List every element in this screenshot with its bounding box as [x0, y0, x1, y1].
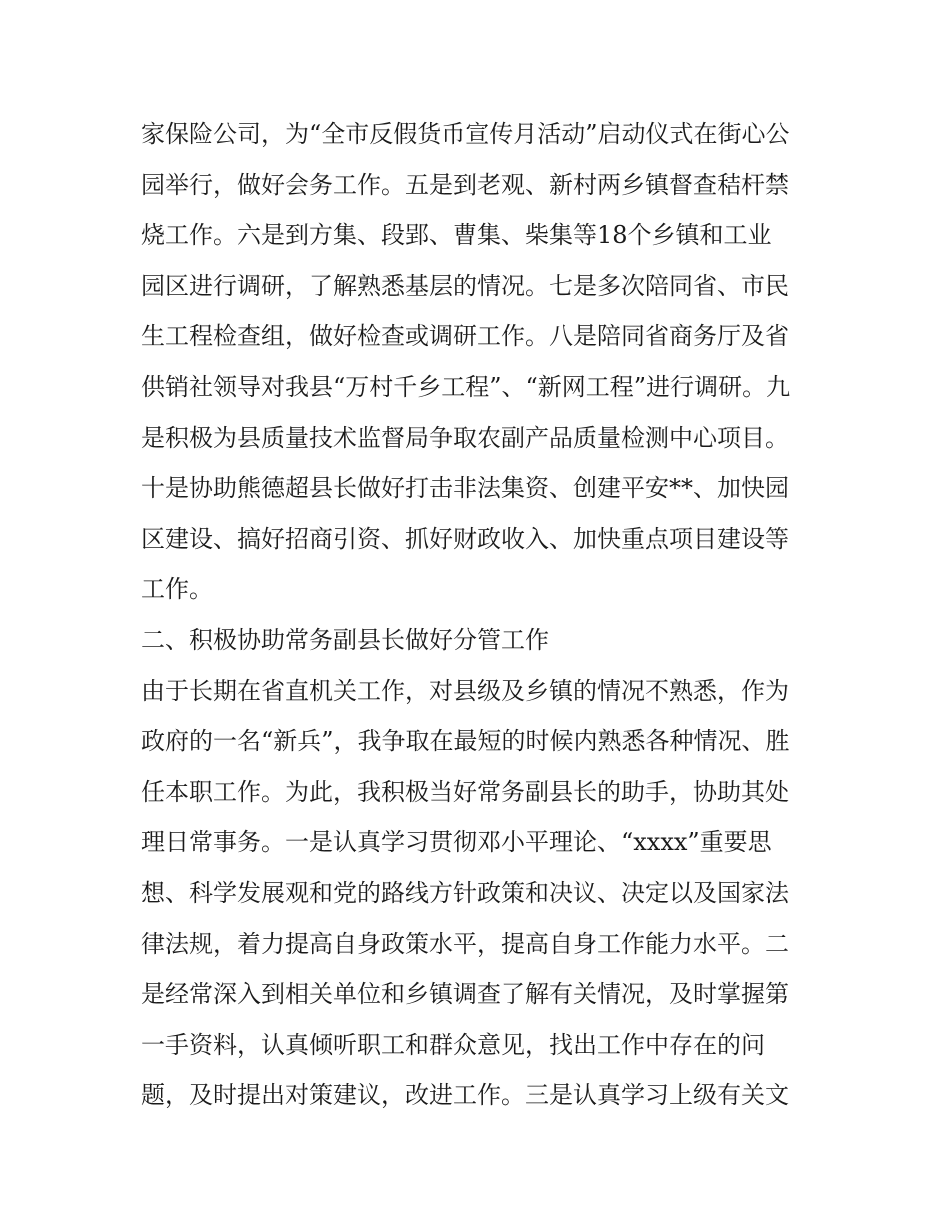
text-line: 家保险公司，为“全市反假货币宣传月活动”启动仪式在街心公 — [141, 120, 790, 148]
text-line: 由于长期在省直机关工作，对县级及乡镇的情况不熟悉，作为 — [141, 676, 789, 705]
text-line: 区建设、搞好招商引资、抓好财政收入、加快重点项目建设等 — [141, 524, 789, 553]
text-line: 题，及时提出对策建议，改进工作。三是认真学习上级有关文 — [141, 1081, 789, 1110]
text-line: 园举行，做好会务工作。五是到老观、新村两乡镇督查秸杆禁 — [141, 170, 789, 199]
text-line: 工作。 — [141, 575, 213, 604]
text-line: 是积极为县质量技术监督局争取农副产品质量检测中心项目。 — [141, 423, 789, 452]
text-line: 一手资料，认真倾听职工和群众意见，找出工作中存在的问 — [141, 1030, 765, 1059]
text-line: 十是协助熊德超县长做好打击非法集资、创建平安**、加快园 — [141, 474, 789, 503]
text-line: 生工程检查组，做好检查或调研工作。八是陪同省商务厅及省 — [141, 322, 789, 351]
text-line: 烧工作。六是到方集、段郢、曹集、柴集等18个乡镇和工业 — [141, 221, 772, 250]
text-line: 任本职工作。为此，我积极当好常务副县长的助手，协助其处 — [141, 777, 789, 806]
text-line: 是经常深入到相关单位和乡镇调查了解有关情况，及时掌握第 — [141, 980, 789, 1009]
text-line: 律法规，着力提高自身政策水平，提高自身工作能力水平。二 — [141, 929, 789, 958]
text-line: 想、科学发展观和党的路线方针政策和决议、决定以及国家法 — [141, 878, 789, 907]
text-line: 政府的一名“新兵”，我争取在最短的时候内熟悉各种情况、胜 — [141, 727, 790, 756]
text-line: 理日常事务。一是认真学习贯彻邓小平理论、“xxxx”重要思 — [141, 828, 772, 857]
body-text — [141, 109, 821, 1121]
section-heading: 二、积极协助常务副县长做好分管工作 — [141, 625, 549, 654]
text-line: 供销社领导对我县“万村千乡工程”、“新网工程”进行调研。九 — [141, 372, 791, 401]
text-line: 园区进行调研，了解熟悉基层的情况。七是多次陪同省、市民 — [141, 271, 789, 300]
